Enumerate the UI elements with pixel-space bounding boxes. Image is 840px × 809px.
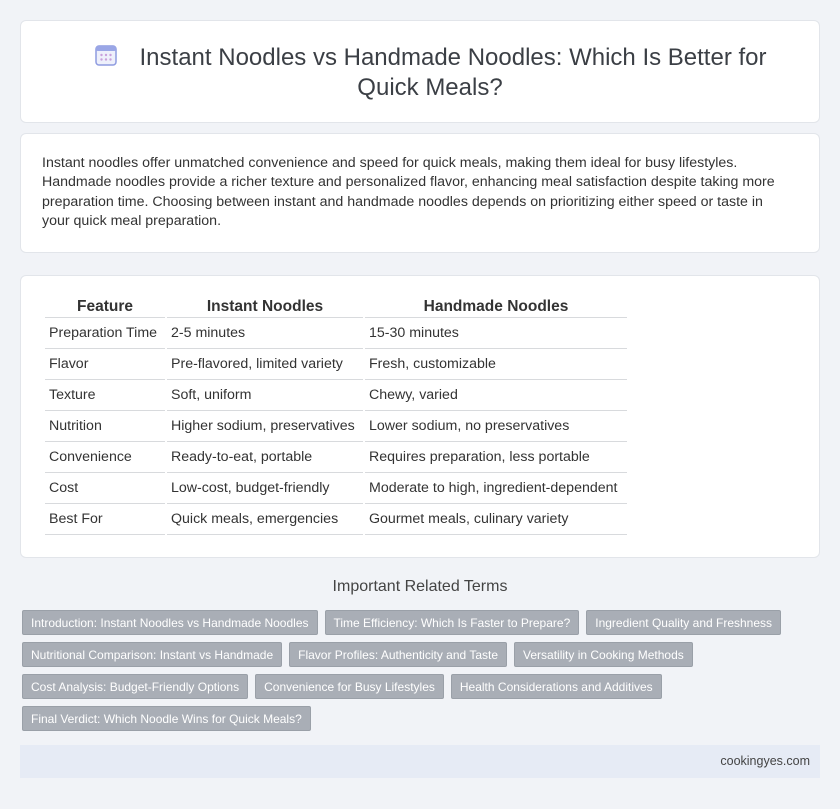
feature-cell: Texture [45,380,165,411]
handmade-cell: Moderate to high, ingredient-dependent [365,473,627,504]
header-handmade: Handmade Noodles [365,296,627,318]
intro-paragraph: Instant noodles offer unmatched convenience and speed for quick meals, making them ideal for busy lifestyles. Handmade noodles provide a richer texture and personalized flavor, enhancing meal satisfaction despite taking more preparation time. Choosing between instant and handmade noodles depends on prioritizing either speed or taste in your quick meal preparation. [42,155,775,229]
comparison-card [20,275,820,558]
handmade-cell: Fresh, customizable [365,349,627,380]
related-terms-list [22,610,802,731]
page-title-wrap [61,43,799,103]
table-row [45,442,627,473]
related-term-tag[interactable]: Flavor Profiles: Authenticity and Taste [289,642,507,667]
table-header-row [45,296,627,318]
instant-cell: Low-cost, budget-friendly [167,473,363,504]
footer [20,745,820,778]
related-term-tag[interactable]: Versatility in Cooking Methods [514,642,693,667]
header-feature: Feature [45,296,165,318]
related-term-tag[interactable]: Final Verdict: Which Noodle Wins for Quick Meals? [22,706,311,731]
page-title: Instant Noodles vs Handmade Noodles: Which Is Better for Quick Meals? [139,44,767,101]
feature-cell: Best For [45,504,165,535]
feature-cell: Nutrition [45,411,165,442]
related-term-tag[interactable]: Health Considerations and Additives [451,674,662,699]
related-term-tag[interactable]: Nutritional Comparison: Instant vs Handmade [22,642,282,667]
instant-cell: Higher sodium, preservatives [167,411,363,442]
feature-cell: Preparation Time [45,318,165,349]
related-term-tag[interactable]: Cost Analysis: Budget-Friendly Options [22,674,248,699]
table-row [45,504,627,535]
table-row [45,380,627,411]
feature-cell: Convenience [45,442,165,473]
table-row [45,473,627,504]
footer-site-link[interactable]: cookingyes.com [720,754,810,768]
instant-cell: Soft, uniform [167,380,363,411]
handmade-cell: Lower sodium, no preservatives [365,411,627,442]
related-term-tag[interactable]: Time Efficiency: Which Is Faster to Prepare? [325,610,580,635]
handmade-cell: Chewy, varied [365,380,627,411]
comparison-table [43,296,629,535]
header-instant: Instant Noodles [167,296,363,318]
instant-cell: Pre-flavored, limited variety [167,349,363,380]
instant-cell: Quick meals, emergencies [167,504,363,535]
instant-cell: 2-5 minutes [167,318,363,349]
handmade-cell: Gourmet meals, culinary variety [365,504,627,535]
instant-cell: Ready-to-eat, portable [167,442,363,473]
related-terms-heading: Important Related Terms [332,578,508,595]
table-row [45,349,627,380]
feature-cell: Flavor [45,349,165,380]
table-row [45,318,627,349]
title-card [20,20,820,123]
table-row [45,411,627,442]
feature-cell: Cost [45,473,165,504]
related-term-tag[interactable]: Convenience for Busy Lifestyles [255,674,444,699]
related-term-tag[interactable]: Ingredient Quality and Freshness [586,610,781,635]
intro-card [20,133,820,253]
related-term-tag[interactable]: Introduction: Instant Noodles vs Handmade Noodles [22,610,318,635]
handmade-cell: Requires preparation, less portable [365,442,627,473]
calendar-icon [94,43,118,67]
handmade-cell: 15-30 minutes [365,318,627,349]
